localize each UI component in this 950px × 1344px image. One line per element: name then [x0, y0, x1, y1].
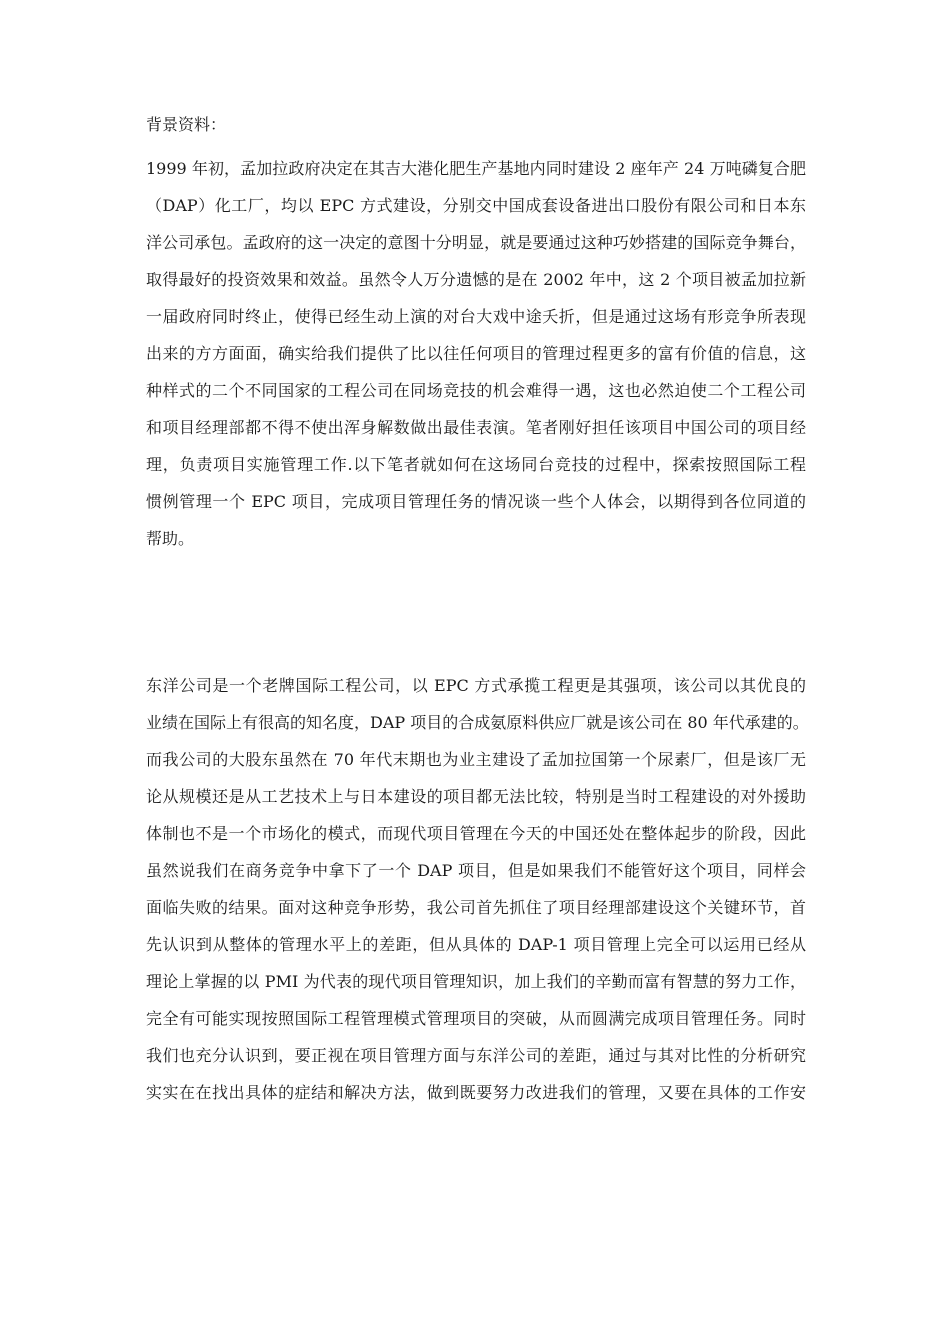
paragraph-background: [146, 150, 806, 557]
paragraph-line: 东洋公司是一个老牌国际工程公司，以 EPC 方式承揽工程更是其强项，该公司以其优良的: [146, 676, 806, 695]
paragraph-line: 洋公司承包。孟政府的这一决定的意图十分明显，就是要通过这种巧妙搭建的国际竞争舞台，: [146, 233, 806, 252]
section-heading: [146, 106, 806, 143]
paragraph-line: 惯例管理一个 EPC 项目，完成项目管理任务的情况谈一些个人体会，以期得到各位同道的: [146, 492, 806, 511]
paragraph-line: 论从规模还是从工艺技术上与日本建设的项目都无法比较，特别是当时工程建设的对外援助: [146, 787, 806, 806]
paragraph-line: 种样式的二个不同国家的工程公司在同场竞技的机会难得一遇，这也必然迫使二个工程公司: [146, 381, 806, 400]
paragraph-line: 先认识到从整体的管理水平上的差距，但从具体的 DAP-1 项目管理上完全可以运用已经从: [146, 935, 806, 954]
paragraph-line: 理论上掌握的以 PMI 为代表的现代项目管理知识，加上我们的辛勤而富有智慧的努力工作，: [146, 972, 806, 991]
paragraph-line: 和项目经理部都不得不使出浑身解数做出最佳表演。笔者刚好担任该项目中国公司的项目经: [146, 418, 806, 437]
paragraph-line: 理，负责项目实施管理工作.以下笔者就如何在这场同台竞技的过程中，探索按照国际工程: [146, 455, 806, 474]
paragraph-toyo-comparison: [146, 667, 809, 1111]
paragraph-line: 虽然说我们在商务竞争中拿下了一个 DAP 项目，但是如果我们不能管好这个项目，同样会: [146, 861, 806, 880]
paragraph-line: 而我公司的大股东虽然在 70 年代末期也为业主建设了孟加拉国第一个尿素厂，但是该厂无: [146, 750, 806, 769]
paragraph-line: 1999 年初，孟加拉政府决定在其吉大港化肥生产基地内同时建设 2 座年产 24 万吨磷复合肥: [146, 159, 806, 178]
paragraph-line: 业绩在国际上有很高的知名度，DAP 项目的合成氨原料供应厂就是该公司在 80 年代承建的。: [146, 713, 809, 732]
paragraph-line: 出来的方方面面，确实给我们提供了比以往任何项目的管理过程更多的富有价值的信息，这: [146, 344, 806, 363]
paragraph-line: 面临失败的结果。面对这种竞争形势，我公司首先抓住了项目经理部建设这个关键环节，首: [146, 898, 806, 917]
paragraph-line: 我们也充分认识到，要正视在项目管理方面与东洋公司的差距，通过与其对比性的分析研究: [146, 1046, 806, 1065]
heading-text: 背景资料：: [146, 115, 227, 134]
paragraph-line: （DAP）化工厂，均以 EPC 方式建设，分别交中国成套设备进出口股份有限公司和日本东: [146, 196, 806, 215]
paragraph-line: 帮助。: [146, 529, 195, 548]
paragraph-line: 一届政府同时终止，使得已经生动上演的对台大戏中途夭折，但是通过这场有形竞争所表现: [146, 307, 806, 326]
paragraph-line: 实实在在找出具体的症结和解决方法，做到既要努力改进我们的管理，又要在具体的工作安: [146, 1083, 806, 1102]
paragraph-line: 体制也不是一个市场化的模式，而现代项目管理在今天的中国还处在整体起步的阶段，因此: [146, 824, 806, 843]
paragraph-line: 完全有可能实现按照国际工程管理模式管理项目的突破，从而圆满完成项目管理任务。同时: [146, 1009, 806, 1028]
paragraph-line: 取得最好的投资效果和效益。虽然令人万分遗憾的是在 2002 年中，这 2 个项目被孟加拉新: [146, 270, 806, 289]
